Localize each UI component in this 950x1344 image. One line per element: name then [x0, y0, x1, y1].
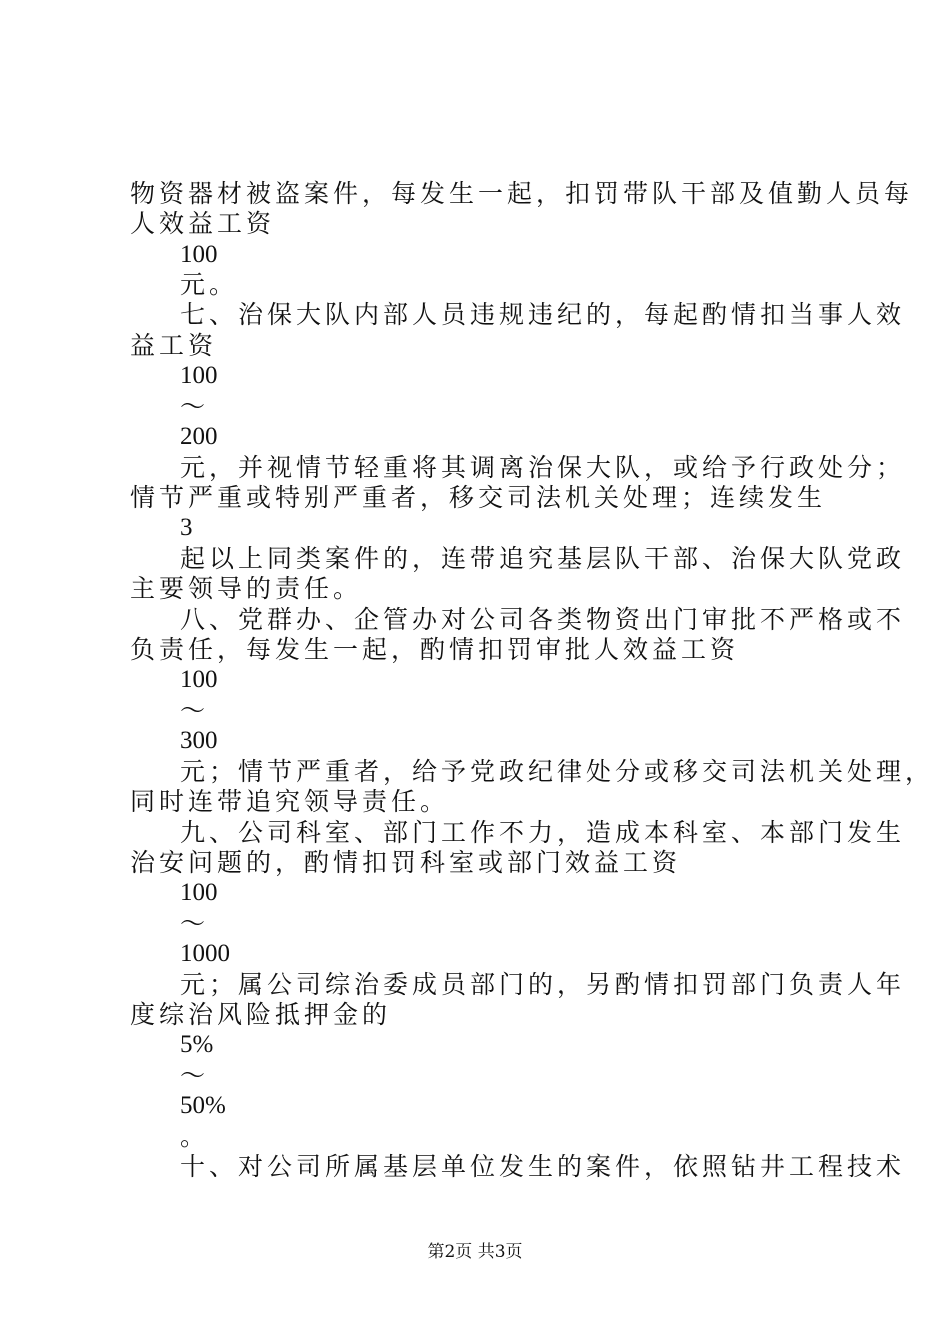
- text-line: 100: [180, 879, 218, 906]
- text-line: 度综治风险抵押金的: [130, 1000, 392, 1029]
- text-line: 人效益工资: [130, 209, 276, 238]
- text-line: 1000: [180, 940, 230, 967]
- text-line: 益工资: [130, 331, 218, 360]
- text-line: 元。: [180, 270, 239, 299]
- text-line: 情节严重或特别严重者，移交司法机关处理；连续发生: [130, 483, 827, 512]
- text-line: 100: [180, 362, 218, 389]
- text-line: ～: [180, 909, 206, 938]
- text-line: ～: [180, 1061, 206, 1090]
- text-line: 50%: [180, 1092, 226, 1119]
- text-line: 。: [180, 1122, 210, 1151]
- text-line: 九、公司科室、部门工作不力，造成本科室、本部门发生: [180, 818, 906, 847]
- text-line: 元，并视情节轻重将其调离治保大队，或给予行政处分；: [180, 453, 906, 482]
- text-line: 100: [180, 666, 218, 693]
- text-line: 5%: [180, 1031, 214, 1058]
- text-line: 元；属公司综治委成员部门的，另酌情扣罚部门负责人年: [180, 970, 906, 999]
- text-line: 负责任，每发生一起，酌情扣罚审批人效益工资: [130, 635, 740, 664]
- text-line: 起以上同类案件的，连带追究基层队干部、治保大队党政: [180, 544, 906, 573]
- text-line: 元；情节严重者，给予党政纪律处分或移交司法机关处理，: [180, 757, 935, 786]
- text-line: 同时连带追究领导责任。: [130, 787, 450, 816]
- text-line: 200: [180, 423, 218, 450]
- text-line: 300: [180, 727, 218, 754]
- text-line: 治安问题的，酌情扣罚科室或部门效益工资: [130, 848, 682, 877]
- text-line: 八、党群办、企管办对公司各类物资出门审批不严格或不: [180, 605, 906, 634]
- page-number: 第2页 共3页: [427, 1242, 523, 1262]
- text-line: 3: [180, 514, 193, 541]
- text-line: ～: [180, 696, 206, 725]
- text-line: 十、对公司所属基层单位发生的案件，依照钻井工程技术: [180, 1152, 906, 1181]
- text-line: 七、治保大队内部人员违规违纪的，每起酌情扣当事人效: [180, 300, 906, 329]
- text-line: 100: [180, 241, 218, 268]
- text-line: ～: [180, 392, 206, 421]
- text-line: 物资器材被盗案件，每发生一起，扣罚带队干部及值勤人员每: [130, 179, 914, 208]
- text-line: 主要领导的责任。: [130, 574, 363, 603]
- page-footer: [0, 1241, 950, 1263]
